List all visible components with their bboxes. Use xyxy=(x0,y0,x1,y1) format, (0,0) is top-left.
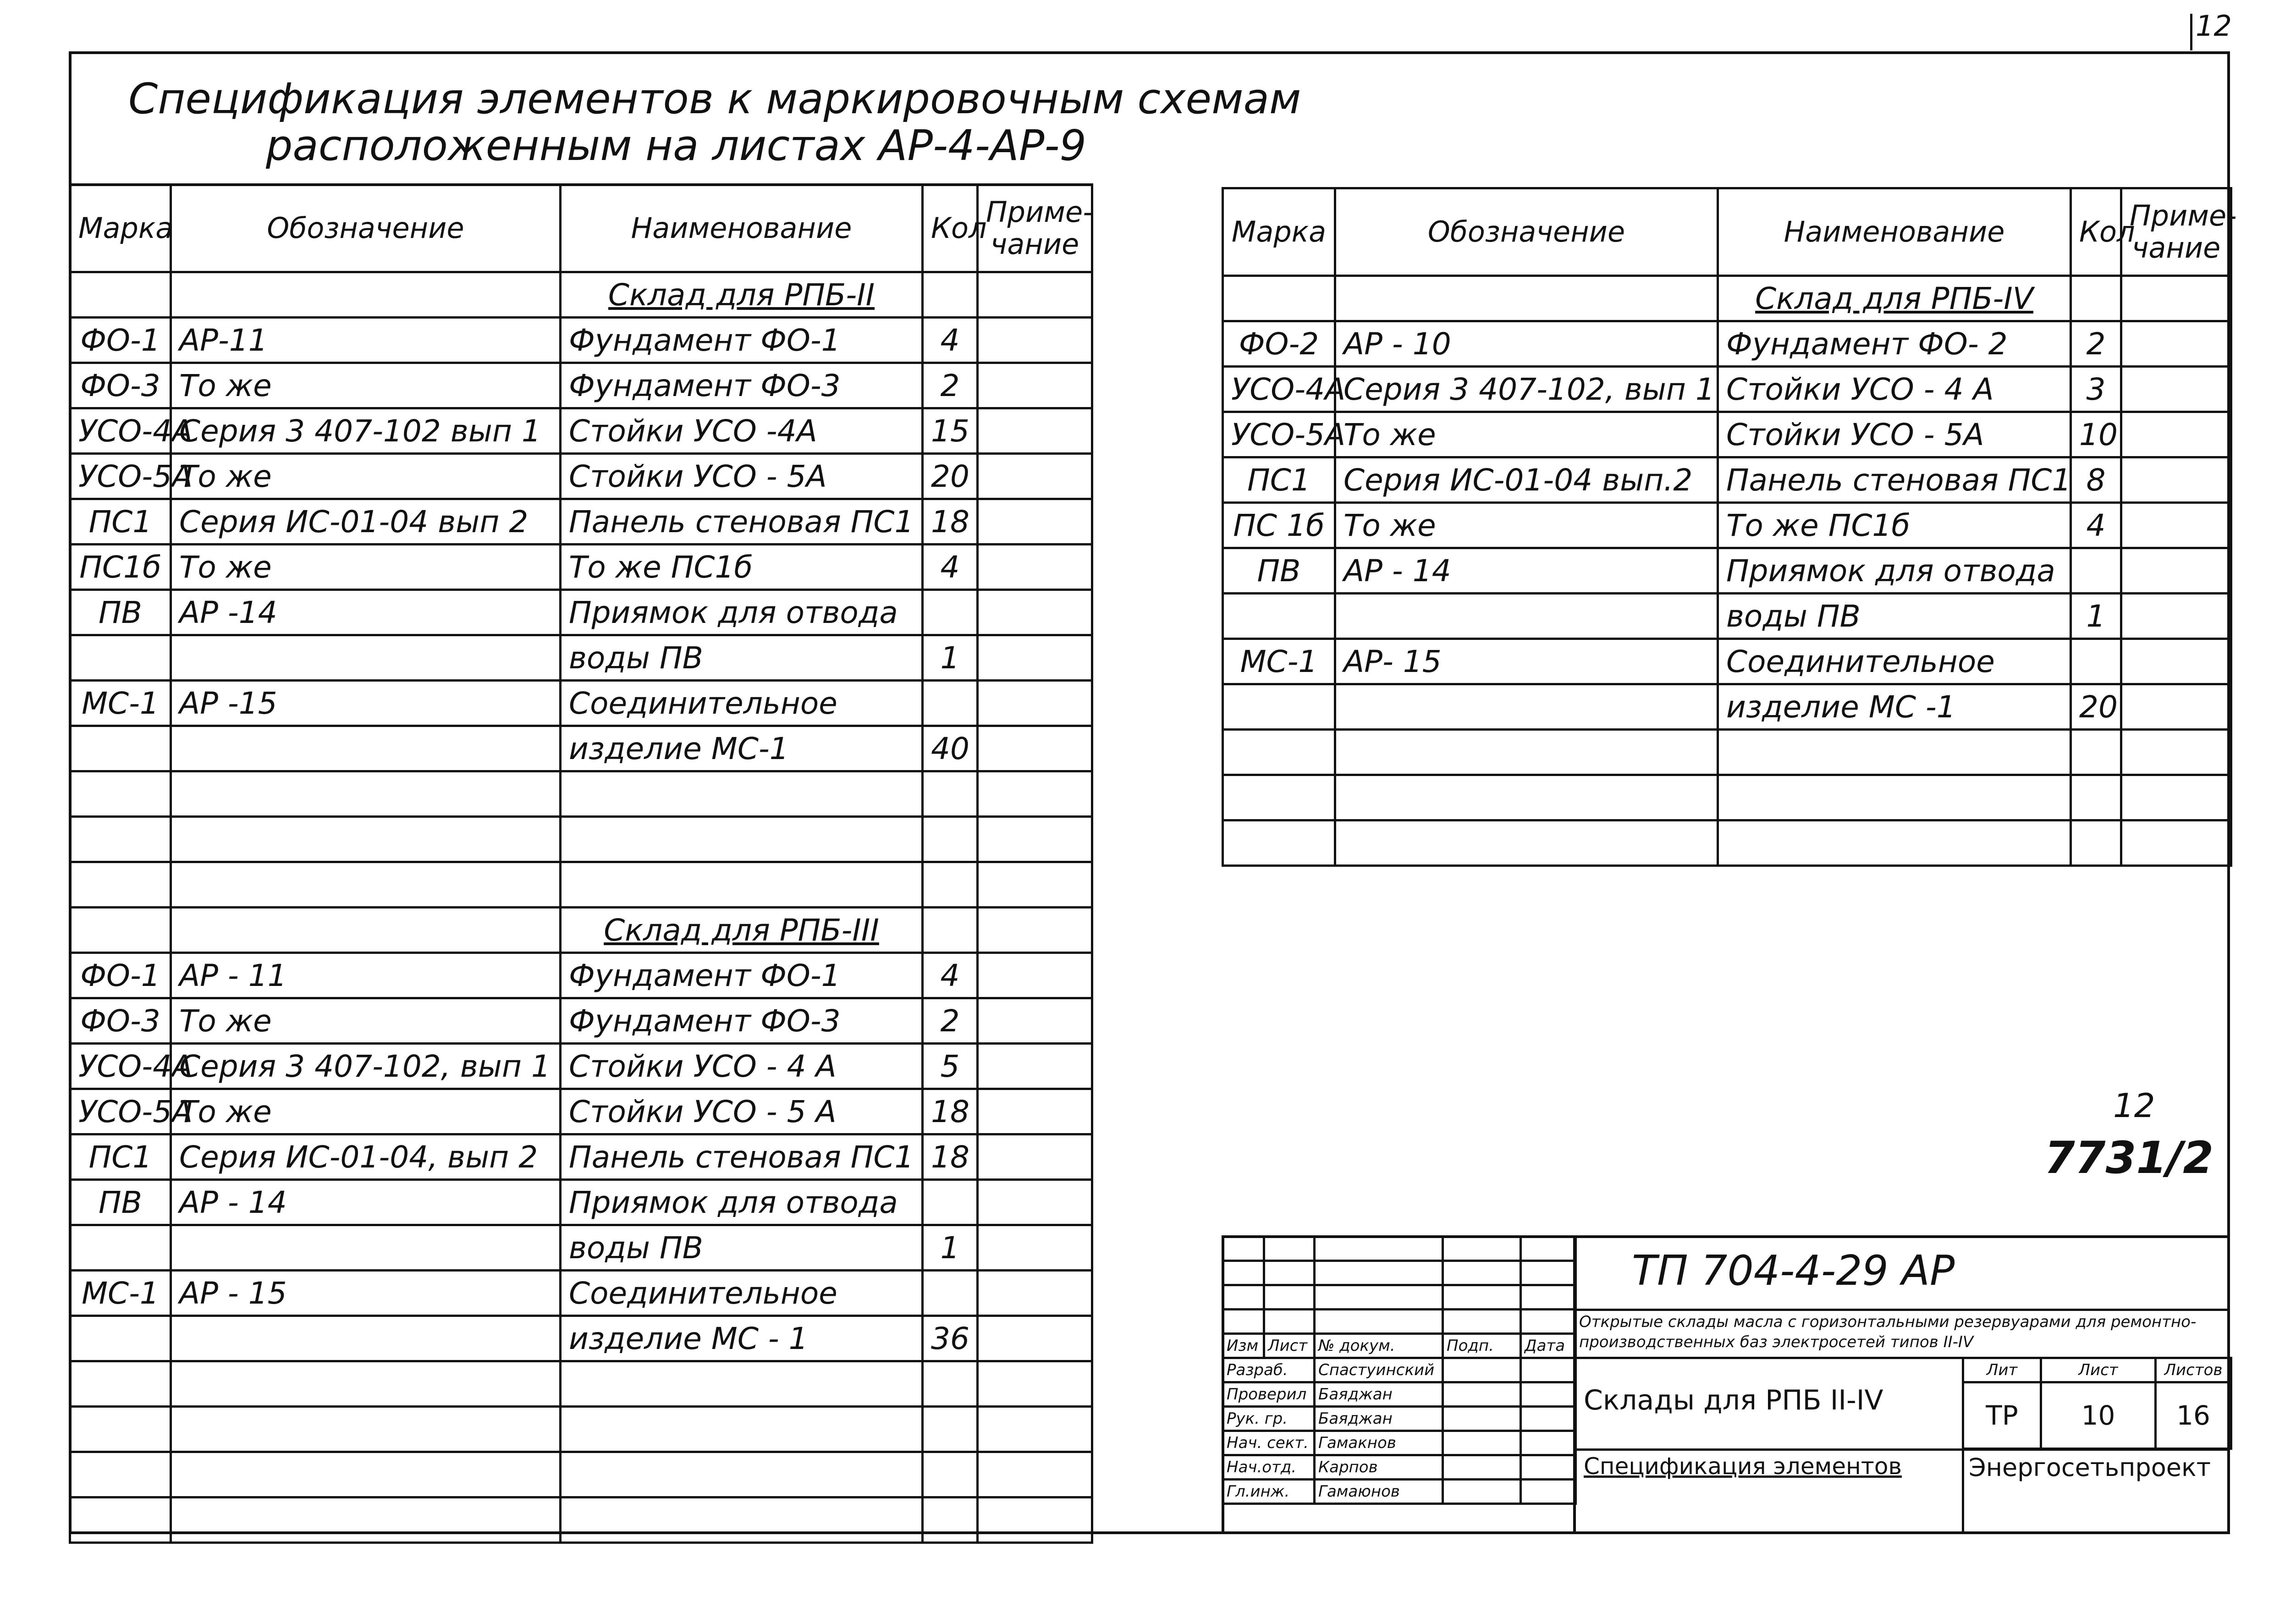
table-row xyxy=(70,318,1092,363)
table-row xyxy=(70,1225,1092,1271)
cell-designation: АР - 11 xyxy=(171,953,561,998)
table-row xyxy=(70,1044,1092,1089)
cell-qty: 18 xyxy=(923,499,978,545)
cell-mark: УСО-5А xyxy=(1223,412,1335,457)
table-row xyxy=(70,408,1092,454)
cell-name: Соединительное xyxy=(1718,639,2071,684)
section-row xyxy=(70,908,1092,953)
person: Карпов xyxy=(1315,1455,1443,1480)
cell-qty: 18 xyxy=(923,1089,978,1134)
cell-mark: ПВ xyxy=(70,1180,171,1225)
cell-designation: Серия 3 407-102, вып 1 xyxy=(171,1044,561,1089)
col-name: Наименование xyxy=(561,185,923,272)
cell-designation: То же xyxy=(1335,412,1718,457)
col-name: Наименование xyxy=(1718,188,2071,276)
stamp-signatures xyxy=(1222,1235,1577,1505)
section-row xyxy=(70,272,1092,318)
person: Гамаюнов xyxy=(1315,1480,1443,1504)
cell-mark xyxy=(1223,594,1335,639)
cell-designation: АР -14 xyxy=(171,590,561,635)
cell-mark: ФО-2 xyxy=(1223,321,1335,367)
empty-row xyxy=(70,862,1092,908)
cell-designation xyxy=(171,1316,561,1361)
cell-designation: АР - 15 xyxy=(171,1271,561,1316)
cell-qty xyxy=(923,681,978,726)
cell-designation xyxy=(1335,684,1718,730)
cell-name: Стойки УСО - 4 А xyxy=(561,1044,923,1089)
stamp-project-title: Открытые склады масла с горизонтальными резервуарами для ремонтно-производственных баз электросетей типов II-IV xyxy=(1579,1313,2197,1351)
signature-row xyxy=(1223,1382,1576,1407)
sheets-value: 16 xyxy=(2156,1382,2231,1449)
page-corner-number: 12 xyxy=(2196,9,2232,43)
cell-mark: МС-1 xyxy=(70,681,171,726)
empty-row xyxy=(1223,775,2231,820)
signature-row xyxy=(1223,1407,1576,1431)
cell-mark xyxy=(70,635,171,681)
col-designation: Обозначение xyxy=(1335,188,1718,276)
table-row xyxy=(1223,412,2231,457)
cell-designation: Серия 3 407-102 вып 1 xyxy=(171,408,561,454)
table-row xyxy=(1223,367,2231,412)
cell-name: изделие МС-1 xyxy=(561,726,923,771)
empty-row xyxy=(70,1407,1092,1452)
col-mark: Марка xyxy=(1223,188,1335,276)
table-row xyxy=(70,953,1092,998)
hdr-date: Дата xyxy=(1521,1334,1576,1358)
table-header xyxy=(70,185,1092,272)
col-designation: Обозначение xyxy=(171,185,561,272)
stamp-org: Энергосетьпроект xyxy=(1969,1453,2211,1482)
table-row xyxy=(70,1271,1092,1316)
cell-qty: 4 xyxy=(923,545,978,590)
right-spec-table xyxy=(1222,187,2237,867)
cell-name: Приямок для отвода xyxy=(561,1180,923,1225)
signature-row xyxy=(1223,1358,1576,1382)
cell-mark: ПС 1б xyxy=(1223,503,1335,548)
cell-designation: Серия 3 407-102, вып 1 xyxy=(1335,367,1718,412)
cell-qty: 40 xyxy=(923,726,978,771)
cell-name: Фундамент ФО-1 xyxy=(561,953,923,998)
cell-mark: ПС1 xyxy=(70,499,171,545)
cell-designation: АР -15 xyxy=(171,681,561,726)
cell-qty: 1 xyxy=(2071,594,2121,639)
cell-designation xyxy=(171,726,561,771)
cell-mark: ФО-3 xyxy=(70,998,171,1044)
stamp-header-row xyxy=(1223,1334,1576,1358)
table-row xyxy=(70,545,1092,590)
cell-mark: ПС1 xyxy=(70,1134,171,1180)
hdr-izm: Изм xyxy=(1223,1334,1264,1358)
table-row xyxy=(1223,639,2231,684)
table-row xyxy=(70,726,1092,771)
hdr-list: Лист xyxy=(1264,1334,1315,1358)
cell-name: Соединительное xyxy=(561,681,923,726)
cell-mark: ФО-1 xyxy=(70,953,171,998)
cell-name: Панель стеновая ПС1 xyxy=(561,499,923,545)
cell-designation: АР-11 xyxy=(171,318,561,363)
table-row xyxy=(70,1180,1092,1225)
table-header xyxy=(1223,188,2231,276)
cell-name: Стойки УСО - 5А xyxy=(561,454,923,499)
doc-title-line2: расположенным на листах АР-4-АР-9 xyxy=(266,121,1087,170)
cell-name: Панель стеновая ПС1 xyxy=(1718,457,2071,503)
section-title: Склад для РПБ-IV xyxy=(1718,276,2071,321)
section-title: Склад для РПБ-III xyxy=(561,908,923,953)
table-row xyxy=(1223,503,2231,548)
handwritten-number-a: 12 xyxy=(2113,1086,2155,1125)
cell-name: воды ПВ xyxy=(561,1225,923,1271)
cell-name: То же ПС1б xyxy=(561,545,923,590)
table-row xyxy=(1223,684,2231,730)
cell-designation: Серия ИС-01-04, вып 2 xyxy=(171,1134,561,1180)
cell-designation: Серия ИС-01-04 вып 2 xyxy=(171,499,561,545)
col-qty: Кол xyxy=(923,185,978,272)
handwritten-number-b: 7731/2 xyxy=(2044,1132,2214,1184)
cell-mark: УСО-5А xyxy=(70,454,171,499)
empty-row xyxy=(1223,820,2231,866)
cell-name: Фундамент ФО- 2 xyxy=(1718,321,2071,367)
cell-name: Соединительное xyxy=(561,1271,923,1316)
cell-qty: 2 xyxy=(2071,321,2121,367)
col-mark: Марка xyxy=(70,185,171,272)
cell-qty: 8 xyxy=(2071,457,2121,503)
person: Спастуинский xyxy=(1315,1358,1443,1382)
doc-title-line1: Спецификация элементов к маркировочным схемам xyxy=(128,74,1301,123)
cell-name: воды ПВ xyxy=(561,635,923,681)
sheets-label: Листов xyxy=(2156,1358,2231,1382)
cell-name: Стойки УСО - 5 А xyxy=(561,1089,923,1134)
cell-name: Стойки УСО - 4 А xyxy=(1718,367,2071,412)
cell-qty xyxy=(923,590,978,635)
lit-label: Лит xyxy=(1963,1358,2041,1382)
cell-mark: УСО-5А xyxy=(70,1089,171,1134)
cell-qty xyxy=(923,1271,978,1316)
empty-row xyxy=(70,817,1092,862)
col-qty: Кол xyxy=(2071,188,2121,276)
cell-name: Фундамент ФО-3 xyxy=(561,363,923,408)
table-row xyxy=(70,1089,1092,1134)
cell-designation xyxy=(171,635,561,681)
cell-mark: МС-1 xyxy=(1223,639,1335,684)
stamp-sheet-info xyxy=(1962,1357,2232,1450)
cell-mark: МС-1 xyxy=(70,1271,171,1316)
cell-qty: 5 xyxy=(923,1044,978,1089)
cell-mark: ПС1 xyxy=(1223,457,1335,503)
cell-qty: 20 xyxy=(2071,684,2121,730)
role: Проверил xyxy=(1223,1382,1315,1407)
cell-qty xyxy=(2071,639,2121,684)
cell-qty: 18 xyxy=(923,1134,978,1180)
cell-name: Панель стеновая ПС1 xyxy=(561,1134,923,1180)
stamp-sheet-title: Склады для РПБ II-IV xyxy=(1584,1384,1883,1416)
col-note: Приме-чание xyxy=(978,185,1092,272)
cell-mark: ФО-1 xyxy=(70,318,171,363)
table-row xyxy=(70,635,1092,681)
table-row xyxy=(70,681,1092,726)
person: Баяджан xyxy=(1315,1407,1443,1431)
cell-designation: То же xyxy=(171,1089,561,1134)
empty-row xyxy=(70,771,1092,817)
section-row xyxy=(1223,276,2231,321)
cell-designation: АР- 15 xyxy=(1335,639,1718,684)
sheet-label: Лист xyxy=(2041,1358,2156,1382)
cell-designation: То же xyxy=(171,363,561,408)
role: Разраб. xyxy=(1223,1358,1315,1382)
corner-tick xyxy=(2190,14,2192,50)
cell-qty: 2 xyxy=(923,363,978,408)
role: Гл.инж. xyxy=(1223,1480,1315,1504)
cell-designation: То же xyxy=(1335,503,1718,548)
role: Рук. гр. xyxy=(1223,1407,1315,1431)
cell-designation: АР - 14 xyxy=(171,1180,561,1225)
role: Нач. сект. xyxy=(1223,1431,1315,1455)
hdr-doc: № докум. xyxy=(1315,1334,1443,1358)
table-row xyxy=(70,499,1092,545)
table-row xyxy=(1223,548,2231,594)
cell-designation: АР - 10 xyxy=(1335,321,1718,367)
table-row xyxy=(70,363,1092,408)
cell-name: Приямок для отвода xyxy=(1718,548,2071,594)
signature-row xyxy=(1223,1431,1576,1455)
cell-designation xyxy=(171,1225,561,1271)
cell-name: Приямок для отвода xyxy=(561,590,923,635)
cell-name: То же ПС1б xyxy=(1718,503,2071,548)
cell-name: Фундамент ФО-1 xyxy=(561,318,923,363)
cell-name: изделие МС -1 xyxy=(1718,684,2071,730)
left-spec-table xyxy=(69,183,1093,1544)
hdr-sign: Подп. xyxy=(1443,1334,1521,1358)
stamp-spec-title: Спецификация элементов xyxy=(1584,1453,1902,1480)
table-row xyxy=(70,454,1092,499)
cell-qty: 4 xyxy=(2071,503,2121,548)
empty-row xyxy=(70,1497,1092,1543)
cell-mark: ПВ xyxy=(70,590,171,635)
empty-row xyxy=(70,1452,1092,1497)
cell-mark xyxy=(70,1316,171,1361)
cell-mark: УСО-4А xyxy=(1223,367,1335,412)
cell-qty: 1 xyxy=(923,635,978,681)
table-row xyxy=(70,998,1092,1044)
cell-name: изделие МС - 1 xyxy=(561,1316,923,1361)
cell-designation: То же xyxy=(171,454,561,499)
cell-qty: 20 xyxy=(923,454,978,499)
sheet-value: 10 xyxy=(2041,1382,2156,1449)
cell-designation: То же xyxy=(171,545,561,590)
cell-mark xyxy=(1223,684,1335,730)
cell-designation: То же xyxy=(171,998,561,1044)
cell-qty: 10 xyxy=(2071,412,2121,457)
cell-qty: 4 xyxy=(923,953,978,998)
stamp-code: ТП 704-4-29 АР xyxy=(1632,1247,1955,1295)
cell-qty: 2 xyxy=(923,998,978,1044)
lit-value: ТР xyxy=(1963,1382,2041,1449)
cell-qty: 1 xyxy=(923,1225,978,1271)
cell-mark: УСО-4А xyxy=(70,408,171,454)
person: Баяджан xyxy=(1315,1382,1443,1407)
table-row xyxy=(1223,594,2231,639)
cell-mark: ФО-3 xyxy=(70,363,171,408)
empty-row xyxy=(70,1361,1092,1407)
cell-qty: 4 xyxy=(923,318,978,363)
cell-name: воды ПВ xyxy=(1718,594,2071,639)
cell-qty: 15 xyxy=(923,408,978,454)
cell-mark: ПВ xyxy=(1223,548,1335,594)
cell-qty xyxy=(923,1180,978,1225)
cell-designation: Серия ИС-01-04 вып.2 xyxy=(1335,457,1718,503)
cell-mark: ПС1б xyxy=(70,545,171,590)
cell-mark: УСО-4А xyxy=(70,1044,171,1089)
table-row xyxy=(70,590,1092,635)
cell-name: Стойки УСО - 5А xyxy=(1718,412,2071,457)
signature-row xyxy=(1223,1480,1576,1504)
cell-qty: 3 xyxy=(2071,367,2121,412)
stamp-divider-h1 xyxy=(1573,1309,2230,1311)
cell-name: Фундамент ФО-3 xyxy=(561,998,923,1044)
table-row xyxy=(70,1316,1092,1361)
empty-row xyxy=(1223,730,2231,775)
cell-mark xyxy=(70,1225,171,1271)
cell-qty: 36 xyxy=(923,1316,978,1361)
cell-qty xyxy=(2071,548,2121,594)
cell-designation: АР - 14 xyxy=(1335,548,1718,594)
person: Гамакнов xyxy=(1315,1431,1443,1455)
cell-mark xyxy=(70,726,171,771)
table-row xyxy=(1223,457,2231,503)
role: Нач.отд. xyxy=(1223,1455,1315,1480)
col-note: Приме-чание xyxy=(2121,188,2231,276)
table-row xyxy=(1223,321,2231,367)
signature-row xyxy=(1223,1455,1576,1480)
cell-designation xyxy=(1335,594,1718,639)
stamp-divider-v xyxy=(1573,1235,1576,1534)
section-title: Склад для РПБ-II xyxy=(561,272,923,318)
table-row xyxy=(70,1134,1092,1180)
cell-name: Стойки УСО -4А xyxy=(561,408,923,454)
